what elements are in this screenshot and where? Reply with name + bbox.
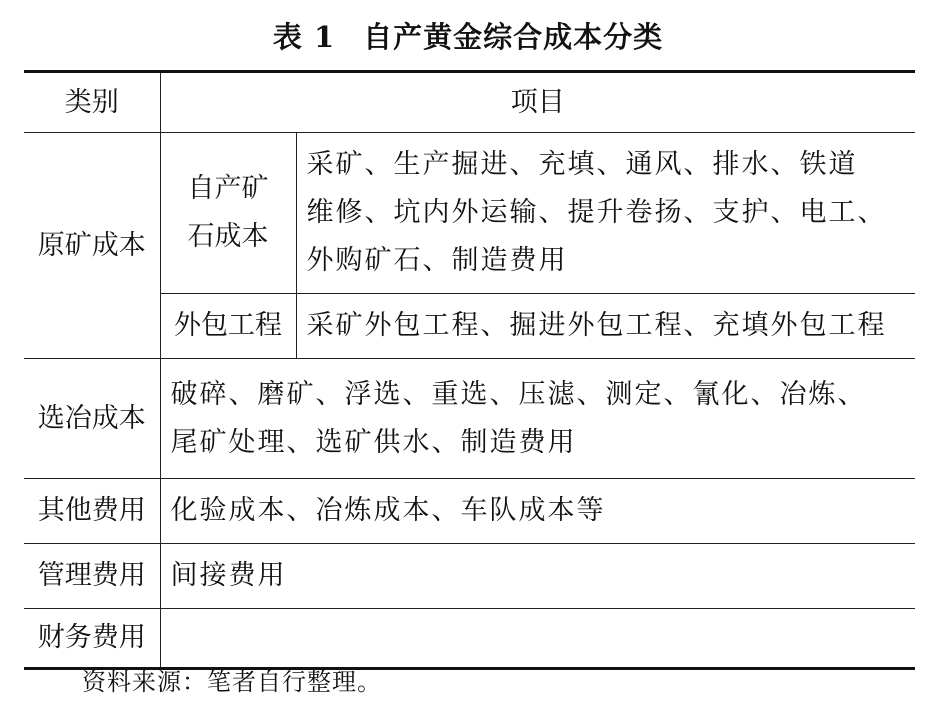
cost-classification-table — [24, 70, 915, 670]
header-items: 项目 — [160, 72, 915, 133]
items-self-produced — [296, 133, 915, 294]
table-title: 自产黄金综合成本分类 — [363, 20, 664, 54]
table-row — [24, 133, 915, 294]
item-line: 尾矿处理、选矿供水、制造费用 — [170, 426, 577, 458]
items-management-expenses: 间接费用 — [160, 544, 915, 609]
subcategory-self-produced — [160, 133, 296, 294]
item-line: 破碎、磨矿、浮选、重选、压滤、测定、氰化、冶炼、 — [170, 378, 867, 410]
category-beneficiation: 选冶成本 — [24, 359, 160, 479]
item-line: 采矿、生产掘进、充填、通风、排水、铁道 — [306, 149, 858, 180]
item-line: 维修、坑内外运输、提升卷扬、支护、电工、 — [306, 197, 887, 228]
table-row — [24, 544, 915, 609]
category-other-expenses: 其他费用 — [24, 479, 160, 544]
header-category: 类别 — [24, 72, 160, 133]
category-management-expenses: 管理费用 — [24, 544, 160, 609]
table-row — [24, 359, 915, 479]
source-note: 资料来源：笔者自行整理。 — [82, 668, 382, 696]
category-financial-expenses: 财务费用 — [24, 609, 160, 669]
items-outsourced: 采矿外包工程、掘进外包工程、充填外包工程 — [296, 294, 915, 359]
table-caption — [0, 12, 936, 62]
items-other-expenses: 化验成本、冶炼成本、车队成本等 — [160, 479, 915, 544]
table-number: 表 1 — [272, 20, 336, 54]
subcategory-label-line: 自产矿 — [187, 173, 269, 204]
category-raw-ore: 原矿成本 — [24, 133, 160, 359]
subcategory-label-line: 石成本 — [187, 221, 269, 252]
table-header-row — [24, 72, 915, 133]
item-line: 外购矿石、制造费用 — [306, 245, 568, 276]
table-row — [24, 479, 915, 544]
subcategory-outsourced: 外包工程 — [160, 294, 296, 359]
items-beneficiation — [160, 359, 915, 479]
